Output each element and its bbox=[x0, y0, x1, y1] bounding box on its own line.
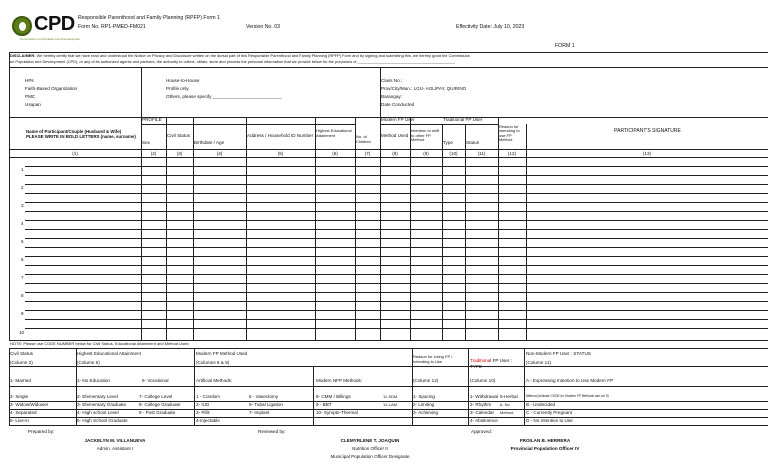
legend-civil-item: 2- Single bbox=[10, 394, 29, 399]
reviewed-name: CLEMYRLENE T. JOAQUIN bbox=[340, 438, 400, 443]
disclaimer-line-2: on Population and Development (CPD), or any of its authorized agents and partners, the authority to collect, obtain, store and process the personal information that we provide below for the purpose/s of _____________________________________________ bbox=[10, 59, 455, 64]
legend-reason-col: (Column 12) bbox=[413, 378, 439, 383]
legend-modern-title: Modern FP Method Used bbox=[196, 351, 248, 356]
note-text: NOTE: Please use CODE NUMBER below for Civil Status, Educational Attainment and Method Used bbox=[10, 341, 189, 346]
legend-civil-title: Civil Status bbox=[10, 351, 33, 356]
legend-civil-item: 4- Separated bbox=[10, 410, 37, 415]
logo-text: CPD bbox=[34, 13, 75, 35]
legend-trad-title-text: FP User : TYPE bbox=[470, 358, 512, 369]
legend-status-item: Method (indicate CODE for Modern FP Methods use col 9) bbox=[526, 394, 609, 398]
legend-edu2-item: 6- Vocational bbox=[142, 378, 169, 383]
legend-edu2-item: 7- College Level bbox=[139, 394, 173, 399]
col-num: (5) bbox=[277, 151, 284, 156]
provider-type-faith-based: Faith-Based Organization bbox=[25, 86, 78, 91]
legend-trad-item: 4- Abstinence bbox=[470, 418, 498, 423]
row-number: 3 bbox=[21, 203, 24, 208]
form-title: Responsible Parenthood and Family Planning (RPFP) Form 1 bbox=[78, 15, 220, 21]
logo-emblem-icon bbox=[12, 16, 32, 36]
legend-trad-item: 3- Calendar bbox=[470, 410, 495, 415]
form-label: FORM 1 bbox=[555, 43, 575, 49]
legend-art-item: 3- Pills bbox=[196, 410, 210, 415]
legend-edu-item: 4- High school Level bbox=[77, 410, 119, 415]
legend-nonmodern-col: (Column 11) bbox=[526, 360, 551, 365]
col-sex-header: Sex bbox=[142, 140, 150, 145]
col-num: (6) bbox=[332, 151, 338, 156]
legend-edu2-item: 8- College Graduate bbox=[139, 402, 181, 407]
legend-edu-col: (Column 6) bbox=[77, 360, 100, 365]
provider-type-usapan: Usapan bbox=[25, 102, 41, 107]
barangay: Barangay: bbox=[381, 94, 402, 99]
legend-trad-item: 1- Withdrawal bbox=[470, 394, 499, 399]
legend-edu2-item: 9 - Post Graduate bbox=[139, 410, 176, 415]
reviewed-title-2: Municipal Population Officer Designate bbox=[330, 454, 410, 459]
legend-art-item: 1 - Condom bbox=[196, 394, 221, 399]
legend-status-item: A - Expressing Intention to Use Modern FP bbox=[526, 378, 614, 383]
cpd-logo bbox=[6, 8, 81, 41]
col-num: (8) bbox=[392, 151, 398, 156]
col-civil-status-header: Civil Status bbox=[167, 133, 190, 138]
col-num: (4) bbox=[216, 151, 223, 156]
col-num: (13) bbox=[642, 151, 652, 156]
col-num: (10) bbox=[449, 151, 458, 156]
col-birthdate-header: Birthdate / Age bbox=[194, 140, 225, 145]
legend-nfp-item: 12-LAM bbox=[383, 402, 398, 407]
date-conducted: Date Conducted bbox=[381, 102, 415, 107]
row-number: 4 bbox=[21, 221, 24, 226]
provider-type-hps: HPs bbox=[25, 78, 34, 83]
row-number: 8 bbox=[21, 293, 24, 298]
legend-edu-item: 1- No Education bbox=[77, 378, 110, 383]
group-traditional-fp: Traditional FP User bbox=[443, 117, 483, 122]
approved-name: FROILAN B. HERRERA bbox=[519, 438, 571, 443]
legend-nfp-item: 10- Sympto-Thermal bbox=[316, 410, 358, 415]
legend-reason-item: 3- Achieving bbox=[413, 410, 439, 415]
prepared-by-label: Prepared by: bbox=[28, 429, 55, 434]
row-number: 10 bbox=[19, 330, 25, 335]
province-city: Prov/City/Mun.: LGU- AGLIPAY, QUIRINO bbox=[381, 86, 467, 91]
col-num: (11) bbox=[477, 151, 486, 156]
prepared-name: JACKELYN M. VILLANUEVA bbox=[84, 438, 146, 443]
class-number: Class No.: bbox=[381, 78, 403, 83]
legend-nfp-item: 11-SDM bbox=[383, 394, 398, 399]
col-type-header: Type bbox=[443, 140, 453, 145]
legend-art-item: 7- Implant bbox=[249, 410, 270, 415]
legend-nfp-item: 8- CMM / Billings bbox=[316, 394, 351, 399]
approved-title: Provincial Population Officer IV bbox=[510, 446, 580, 451]
session-others: Others, please specify ___________________________ bbox=[166, 94, 282, 99]
legend-artificial-label: Artificial Methods: bbox=[196, 378, 233, 383]
legend-art-item: 5 - Vasectomy bbox=[249, 394, 279, 399]
legend-status-item: C - Currently Pregnant bbox=[526, 410, 572, 415]
legend-edu-item: 5- High School Graduate bbox=[77, 418, 128, 423]
col-address-header: Address / Household ID Number bbox=[247, 133, 314, 138]
legend-art-item: 2- IUD bbox=[196, 402, 210, 407]
row-number: 9 bbox=[21, 311, 24, 316]
legend-trad-extra: 6- No bbox=[500, 402, 510, 407]
legend-reason-title: Reason for Using FP / Intending to Use bbox=[413, 354, 453, 364]
legend-trad-title-red: Traditional bbox=[470, 358, 492, 363]
legend-trad-extra: Method bbox=[500, 410, 514, 415]
legend-reason-item: 1- Spacing bbox=[413, 394, 435, 399]
col-num: (9) bbox=[423, 151, 429, 156]
row-number: 1 bbox=[21, 167, 24, 172]
disclaimer-line-1 bbox=[10, 54, 470, 58]
legend-civil-col: (Column 3) bbox=[10, 360, 33, 365]
row-number: 7 bbox=[21, 275, 24, 280]
col-children-header: No. of Children bbox=[356, 134, 371, 144]
legend-status-item: D - No Intention to Use bbox=[526, 418, 573, 423]
form-number: Form No. RP1-PMED-FM021 bbox=[78, 24, 146, 30]
disclaimer-text-1: We hereby certify that we have read and understood the Notice on Privacy and Disclosure written on the dorsal part of this Responsible Parenthood and Family Planning (RPFP) Form and by signing and submitting this, we hereby grant the Commission bbox=[36, 53, 470, 58]
legend-edu-item: 3- Elementary Graduate bbox=[77, 402, 127, 407]
group-profile: PROFILE bbox=[142, 117, 162, 122]
legend-edu-title: Highest Educational Attainment bbox=[77, 351, 141, 356]
col-status-header: Status bbox=[466, 140, 480, 145]
col-method-used-header: Method Used bbox=[381, 133, 409, 138]
col-reason-header: Reason for intending to use FP Method bbox=[499, 124, 520, 143]
prepared-title: Admin. Assistant I bbox=[96, 446, 134, 451]
legend-status-item: B - Undecided bbox=[526, 402, 556, 407]
legend-trad-item: 2- Rhythm bbox=[470, 402, 492, 407]
session-profile-only: Profile only bbox=[166, 86, 189, 91]
legend-civil-item: 5- Live-in bbox=[10, 418, 29, 423]
row-number: 6 bbox=[21, 257, 24, 262]
legend-art-item: 6- Tubal Ligation bbox=[249, 402, 283, 407]
legend-reason-item: 2- Limiting bbox=[413, 402, 435, 407]
col-num: (12) bbox=[507, 151, 517, 156]
col-education-header: Highest Educational Attainment bbox=[316, 128, 352, 138]
group-modern-fp: Modern FP User bbox=[381, 117, 415, 122]
col-num: (3) bbox=[176, 151, 183, 156]
disclaimer-label: DISCLAIMER: bbox=[10, 53, 36, 58]
provider-type-pmc: PMC bbox=[25, 94, 36, 99]
reviewed-by-label: Reviewed by: bbox=[258, 429, 286, 434]
session-house-to-house: House-to-House bbox=[166, 78, 200, 83]
col-intention-header: Intention to shift to other FP Method bbox=[411, 128, 440, 143]
col-num: (1) bbox=[72, 151, 78, 156]
col-num: (2) bbox=[150, 151, 157, 156]
legend-art-item: 4-Injectable bbox=[196, 418, 220, 423]
effectivity-date: Effectivity Date: July 10, 2023 bbox=[456, 24, 525, 30]
legend-civil-item: 3- Widow/Widower bbox=[10, 402, 49, 407]
legend-nfp-item: 9 - BBT bbox=[316, 402, 332, 407]
legend-edu-item: 2- Elementary Level bbox=[77, 394, 118, 399]
row-number: 2 bbox=[21, 185, 24, 190]
version-number: Version No. 03 bbox=[246, 24, 281, 30]
reviewed-title-1: Nutrition Officer II bbox=[352, 446, 388, 451]
legend-trad-extra: 5-Herbal bbox=[500, 394, 518, 399]
legend-nonmodern-title: Non-Modern FP User : STATUS bbox=[526, 351, 591, 356]
legend-civil-item: 1- Married bbox=[10, 378, 31, 383]
legend-nfp-label: Modern NFP Methods: bbox=[316, 378, 363, 383]
legend-trad-title bbox=[470, 358, 525, 369]
col-name-header: Name of Participant/Couple (Husband & Wife) PLEASE WRITE IN BOLD LETTERS (name, surname) bbox=[26, 129, 136, 140]
legend-modern-col: (Columns 8 & 9) bbox=[196, 360, 230, 365]
logo-tagline: Commission on Population and Development bbox=[20, 37, 81, 41]
col-num: (7) bbox=[364, 151, 371, 156]
col-signature-header: PARTICIPANT'S SIGNATURE bbox=[614, 128, 681, 134]
approved-label: Approved: bbox=[471, 429, 492, 434]
row-number: 5 bbox=[21, 239, 24, 244]
legend-trad-col: (Column 10) bbox=[470, 378, 496, 383]
